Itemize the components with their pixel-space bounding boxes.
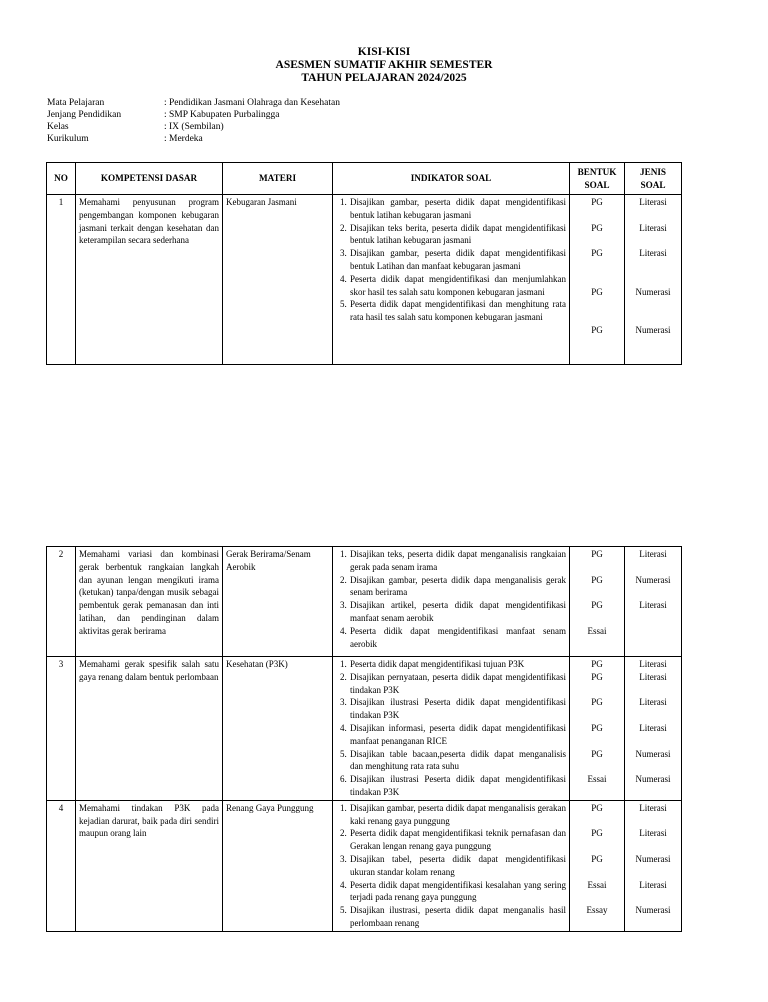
col-header-no: NO [47, 163, 76, 195]
table-row [47, 800, 682, 931]
row-bentuk [570, 657, 625, 801]
indikator-list [336, 196, 566, 324]
jenis-value: Literasi [639, 697, 667, 708]
bentuk-value: PG [591, 697, 603, 708]
jenis-value: Literasi [639, 722, 667, 733]
table-row [47, 657, 682, 801]
bentuk-value: PG [591, 574, 603, 585]
jenis-value: Numerasi [635, 574, 671, 585]
row-bentuk [570, 195, 625, 365]
row-indikator [333, 547, 570, 657]
list-item: 1. Disajikan gambar, peserta didik dapat menganalisis gerakan kaki renang gaya punggung [349, 802, 566, 828]
jenis-value: Literasi [639, 659, 667, 669]
col-header-bentuk [570, 163, 625, 195]
row-materi: Gerak Berirama/Senam Aerobik [223, 547, 333, 657]
list-item: 1. Disajikan teks, peserta didik dapat menganalisis rangkaian gerak pada senam irama [349, 548, 566, 574]
row-jenis [625, 195, 682, 365]
list-item: 1. Disajikan gambar, peserta didik dapat mengidentifikasi bentuk latihan kebugaran jasmani [349, 196, 566, 222]
document-title-line2: ASESMEN SUMATIF AKHIR SEMESTER [275, 59, 493, 71]
header-line: BENTUK [577, 166, 617, 177]
row-materi: Kesehatan (P3K) [223, 657, 333, 801]
jenis-value: Numerasi [635, 774, 671, 785]
bentuk-value: PG [591, 802, 603, 813]
list-item: 2. Disajikan pernyataan, peserta didik dapat mengidentifikasi tindakan P3K [349, 671, 566, 697]
jenis-value: Numerasi [635, 748, 671, 759]
row-materi: Kebugaran Jasmani [223, 195, 333, 365]
row-jenis [625, 657, 682, 801]
list-item: 3. Disajikan gambar, peserta didik dapat mengidentifikasi bentuk Latihan dan manfaat kebugaran jasmani [349, 247, 566, 273]
row-no: 4 [47, 800, 76, 931]
info-row-jenjang [47, 109, 340, 121]
bentuk-value: PG [591, 222, 603, 233]
document-title-line3: TAHUN PELAJARAN 2024/2025 [301, 72, 467, 84]
list-item: 2. Peserta didik dapat mengidentifikasi teknik pernafasan dan Gerakan lengan renang gaya punggung [349, 827, 566, 853]
list-item: 5. Disajikan ilustrasi, peserta didik dapat menganalis hasil perlombaan renang [349, 904, 566, 930]
list-item: 1. Peserta didik dapat mengidentifikasi tujuan P3K [349, 658, 566, 671]
list-item: 2. Disajikan gambar, peserta didik dapa menganalisis gerak senam berirama [349, 574, 566, 600]
row-kompetensi: Memahami penyusunan program pengembangan komponen kebugaran jasmani terkait dengan kesehatan dan keterampilan secara sederhana [76, 195, 223, 365]
jenis-value: Literasi [639, 879, 667, 890]
info-label: Kelas [47, 122, 69, 132]
info-value: : IX (Sembilan) [164, 122, 224, 132]
list-item: 4. Peserta didik dapat mengidentifikasi kesalahan yang sering terjadi pada renang gaya punggung [349, 879, 566, 905]
header-line: SOAL [640, 179, 666, 190]
document-title-line1: KISI-KISI [357, 46, 411, 58]
info-label: Kurikulum [47, 134, 89, 144]
bentuk-value: Essay [586, 905, 608, 916]
row-jenis [625, 547, 682, 657]
row-indikator [333, 800, 570, 931]
bentuk-value: PG [591, 722, 603, 733]
list-item: 5. Disajikan table bacaan,peserta didik dapat menganalisis dan menghitung rata rata suhu [349, 748, 566, 774]
info-block [47, 97, 340, 145]
col-header-materi: MATERI [223, 163, 333, 195]
info-value: : Pendidikan Jasmani Olahraga dan Kesehatan [164, 98, 340, 108]
row-no: 1 [47, 195, 76, 365]
bentuk-value: PG [591, 600, 603, 611]
jenis-value: Literasi [639, 671, 667, 682]
table-row [47, 547, 682, 657]
info-value: : SMP Kabupaten Purbalingga [164, 110, 280, 120]
col-header-jenis [625, 163, 682, 195]
jenis-value: Numerasi [635, 286, 671, 297]
col-header-indikator: INDIKATOR SOAL [333, 163, 570, 195]
bentuk-value: Essai [587, 625, 607, 636]
list-item: 5. Peserta didik dapat mengidentifikasi dan menghitung rata rata hasil tes salah satu komponen kebugaran jasmani [349, 298, 566, 324]
bentuk-value: PG [591, 197, 603, 207]
bentuk-value: PG [591, 248, 603, 259]
info-label: Jenjang Pendidikan [47, 110, 122, 120]
bentuk-value: Essai [587, 879, 607, 890]
list-item: 4. Peserta didik dapat mengidentifikasi dan menjumlahkan skor hasil tes salah satu komponen kebugaran jasmani [349, 273, 566, 299]
info-row-mata-pelajaran [47, 97, 340, 109]
table-row [47, 195, 682, 365]
kisi-kisi-table-part2 [46, 546, 682, 932]
indikator-list [336, 802, 566, 930]
jenis-value: Numerasi [635, 905, 671, 916]
jenis-value: Literasi [639, 549, 667, 559]
list-item: 3. Disajikan ilustrasi Peserta didik dapat mengidentifikasi tindakan P3K [349, 696, 566, 722]
table-header-row [47, 163, 682, 195]
jenis-value: Literasi [639, 600, 667, 611]
row-kompetensi: Memahami gerak spesifik salah satu gaya renang dalam bentuk perlombaan [76, 657, 223, 801]
row-no: 3 [47, 657, 76, 801]
row-no: 2 [47, 547, 76, 657]
row-indikator [333, 657, 570, 801]
indikator-list [336, 548, 566, 650]
bentuk-value: PG [591, 748, 603, 759]
kisi-kisi-table-part1 [46, 162, 682, 365]
col-header-kompetensi: KOMPETENSI DASAR [76, 163, 223, 195]
list-item: 4. Disajikan informasi, peserta didik dapat mengidentifikasi manfaat penanganan RICE [349, 722, 566, 748]
info-row-kelas [47, 121, 340, 133]
jenis-value: Literasi [639, 802, 667, 813]
row-indikator [333, 195, 570, 365]
header-line: SOAL [584, 179, 610, 190]
list-item: 3. Disajikan tabel, peserta didik dapat mengidentifikasi ukuran standar kolam renang [349, 853, 566, 879]
bentuk-value: PG [591, 853, 603, 864]
list-item: 4. Peserta didik dapat mengidentifikasi manfaat senam aerobik [349, 625, 566, 651]
bentuk-value: PG [591, 324, 603, 335]
row-bentuk [570, 547, 625, 657]
info-value: : Merdeka [164, 134, 203, 144]
list-item: 3. Disajikan artikel, peserta didik dapat mengidentifikasi manfaat senam aerobik [349, 599, 566, 625]
row-jenis [625, 800, 682, 931]
jenis-value: Literasi [639, 197, 667, 207]
row-materi: Renang Gaya Punggung [223, 800, 333, 931]
bentuk-value: PG [591, 549, 603, 559]
list-item: 6. Disajikan ilustrasi Peserta didik dapat mengidentifikasi tindakan P3K [349, 773, 566, 799]
header-line: JENIS [639, 166, 667, 177]
jenis-value: Literasi [639, 248, 667, 259]
indikator-list [336, 658, 566, 799]
jenis-value: Literasi [639, 222, 667, 233]
bentuk-value: PG [591, 671, 603, 682]
row-kompetensi: Memahami tindakan P3K pada kejadian darurat, baik pada diri sendiri maupun orang lain [76, 800, 223, 931]
info-label: Mata Pelajaran [47, 98, 105, 108]
jenis-value: Numerasi [635, 853, 671, 864]
jenis-value: Numerasi [635, 324, 671, 335]
row-kompetensi: Memahami variasi dan kombinasi gerak berbentuk rangkaian langkah dan ayunan lengan mengikuti irama (ketukan) tanpa/dengan musik sebagai pembentuk gerak pemanasan dan inti latihan, dan pendinginan dalam aktivitas gerak berirama [76, 547, 223, 657]
info-row-kurikulum [47, 133, 340, 145]
bentuk-value: PG [591, 828, 603, 839]
list-item: 2. Disajikan teks berita, peserta didik dapat mengidentifikasi bentuk latihan kebugaran jasmani [349, 222, 566, 248]
jenis-value: Literasi [639, 828, 667, 839]
bentuk-value: PG [591, 659, 603, 669]
row-bentuk [570, 800, 625, 931]
bentuk-value: PG [591, 286, 603, 297]
bentuk-value: Essai [587, 774, 607, 785]
